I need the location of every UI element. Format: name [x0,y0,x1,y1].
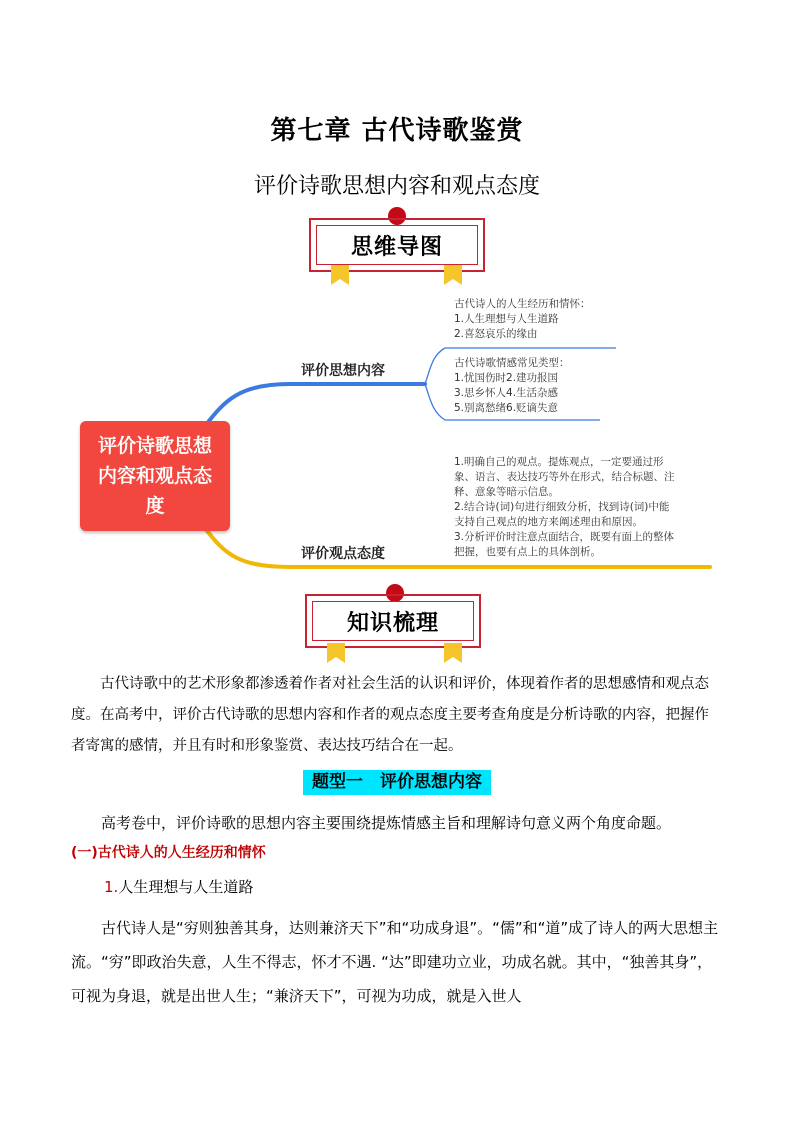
branch-label-content: 评价思想内容 [301,363,385,379]
note-line: 1.明确自己的观点。提炼观点，一定要通过形 [454,456,664,468]
banner-label: 思维导图 [316,225,478,265]
note-line: 2.结合诗(词)句进行细致分析，找到诗(词)中能 [454,501,670,513]
note-line: 1.人生理想与人生道路 [454,313,559,325]
intro-paragraph: 古代诗歌中的艺术形象都渗透着作者对社会生活的认识和评价，体现着作者的思想感情和观点态度。在高考中，评价古代诗歌的思想内容和作者的观点态度主要考查角度是分析诗歌的内容，把握作者寄寓的感情，并且有时和形象鉴赏、表达技巧结合在一起。 [71,676,709,754]
sub-heading-text: 人生理想与人生道路 [118,878,254,896]
note-line: 释、意象等暗示信息。 [454,486,559,498]
center-node-label: 评价诗歌思想内容和观点态度 [97,435,212,517]
chapter-title: 第七章 古代诗歌鉴赏 [270,116,524,146]
note-line: 2.喜怒哀乐的缘由 [454,328,538,340]
knowledge-banner [305,594,481,648]
lesson-subtitle: 评价诗歌思想内容和观点态度 [253,174,540,199]
banner-label: 知识梳理 [312,601,474,641]
note-line: 把握，也要有点上的具体剖析。 [454,546,601,558]
note-line: 3.思乡怀人4.生活杂感 [454,387,559,399]
type-intro-paragraph: 高考卷中，评价诗歌的思想内容主要围绕提炼情感主旨和理解诗句意义两个角度命题。 [101,814,672,832]
note-line: 古代诗人的人生经历和情怀： [454,298,591,310]
note-line: 古代诗歌情感常见类型： [454,357,570,369]
note-line: 5.别离愁绪6.贬谪失意 [454,402,559,414]
mindmap-center-node [80,421,230,531]
body-paragraph: 古代诗人是“穷则独善其身，达则兼济天下”和“功成身退”。“儒”和“道”成了诗人的两大思想主流。“穷”即政治失意，人生不得志，怀才不遇. “达”即建功立业，功成名就。其中，“独善其身”，可视为身退，就是出世人生；“兼济天下”，可视为功成，就是入世人 [71,919,719,1005]
note-line: 3.分析评价时注意点面结合，既要有面上的整体 [454,531,675,543]
note-line: 1.忧国伤时2.建功报国 [454,372,559,384]
note-emotion-types [454,356,570,416]
note-life-experience [454,297,591,342]
note-line: 象、语言、表达技巧等外在形式，结合标题、注 [454,471,675,483]
note-line: 支持自己观点的地方来阐述理由和原因。 [454,516,643,528]
note-attitude-steps [454,455,675,560]
branch1-connector [205,384,425,426]
question-type-heading: 题型一 评价思想内容 [303,770,491,795]
sub-heading-number: 1. [104,878,119,896]
branch-label-attitude: 评价观点态度 [301,546,385,562]
sub-heading [104,876,253,897]
section-heading: (一)古代诗人的人生经历和情怀 [71,845,266,861]
